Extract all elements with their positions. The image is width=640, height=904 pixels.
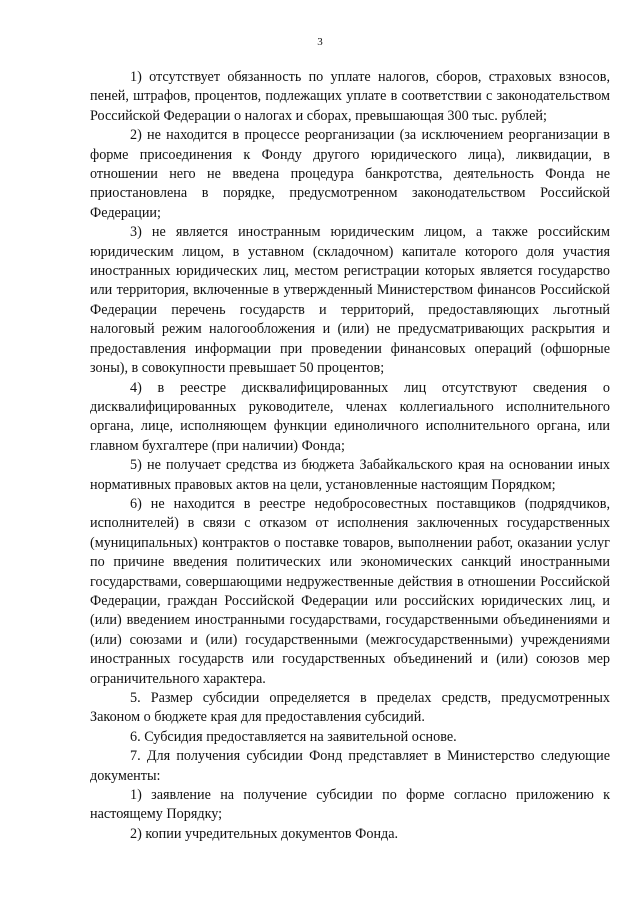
paragraph-document-2: 2) копии учредительных документов Фонда. [130, 825, 399, 842]
paragraph-condition-4: 4) в реестре дисквалифицированных лиц отсутствуют сведения о дисквалифицированных руководителе, членах коллегиального исполнительного органа, лице, исполняющем функции единоличного исполнительного органа, или главном бухгалтере (при наличии) Фонда; [90, 379, 610, 454]
page-number: 3 [317, 36, 323, 48]
paragraph-condition-6: 6) не находится в реестре недобросовестных поставщиков (подрядчиков, исполнителей) в связи с отказом от исполнения заключенных государственных (муниципальных) контрактов о поставке товаров, выполнении работ, оказании услуг по причине введения политических или экономических санкций иностранными государствами, совершающими недружественные действия в отношении Российской Федерации, граждан Российской Федерации или российских юридических лиц, и (или) введением иностранными государствами, государственными объединениями и (или) союзами и (или) государственными (межгосударственными) учреждениями иностранных государств или государственных объединений и (или) союзов мер ограничительного характера. [90, 495, 610, 687]
paragraph-section-6: 6. Субсидия предоставляется на заявительной основе. [130, 728, 457, 745]
paragraph-condition-5: 5) не получает средства из бюджета Забайкальского края на основании иных нормативных правовых актов на цели, установленные настоящим Порядком; [90, 457, 610, 493]
paragraph-section-7: 7. Для получения субсидии Фонд представляет в Министерство следующие документы: [90, 748, 610, 784]
paragraph-section-5: 5. Размер субсидии определяется в пределах средств, предусмотренных Законом о бюджете края для предоставления субсидий. [90, 690, 610, 726]
paragraph-condition-1: 1) отсутствует обязанность по уплате налогов, сборов, страховых взносов, пеней, штрафов, процентов, подлежащих уплате в соответствии с законодательством Российской Федерации о налогах и сборах, превышающая 300 тыс. рублей; [90, 69, 610, 124]
paragraph-document-1: 1) заявление на получение субсидии по форме согласно приложению к настоящему Порядку; [90, 787, 610, 823]
paragraph-condition-2: 2) не находится в процессе реорганизации (за исключением реорганизации в форме присоединения к Фонду другого юридического лица), ликвидации, в отношении него не введена процедура банкротства, деятельность Фонда не приостановлена в порядке, предусмотренном законодательством Российской Федерации; [90, 127, 610, 221]
document-body [90, 68, 610, 844]
paragraph-condition-3: 3) не является иностранным юридическим лицом, а также российским юридическим лицом, в уставном (складочном) капитале которого доля участия иностранных юридических лиц, местом регистрации которых является государство или территория, включенные в утвержденный Министерством финансов Российской Федерации перечень государств и территорий, предоставляющих льготный налоговый режим налогообложения и (или) не предусматривающих раскрытия и предоставления информации при проведении финансовых операций (офшорные зоны), в совокупности превышает 50 процентов; [90, 224, 610, 377]
